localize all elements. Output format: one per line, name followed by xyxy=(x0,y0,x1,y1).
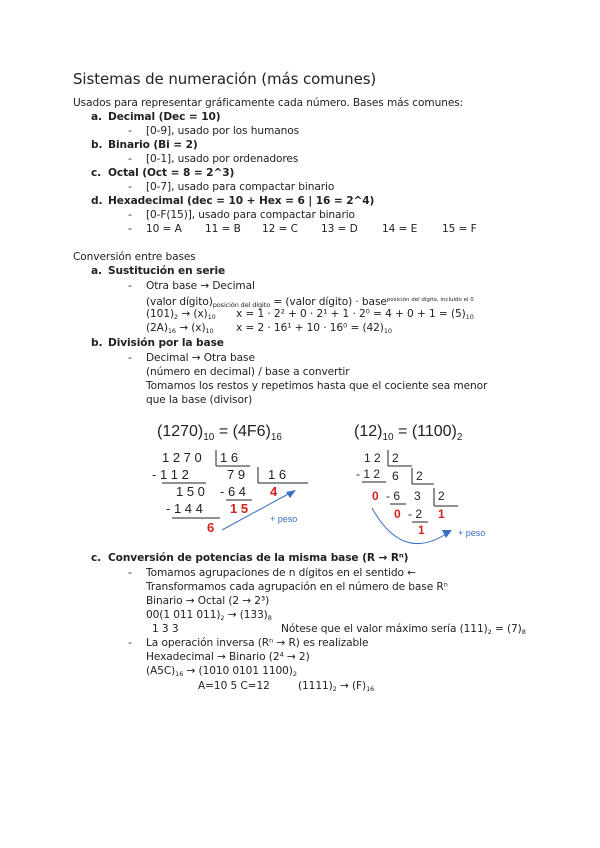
example-max-hex xyxy=(298,680,374,696)
page-title: Sistemas de numeración (más comunes) xyxy=(73,70,377,88)
math-text: → (133) xyxy=(224,609,268,621)
math-text: Nótese que el valor máximo sería (111) xyxy=(281,623,488,635)
bullet-text: La operación inversa (Rⁿ → R) es realizable xyxy=(146,637,369,649)
example-hex-right xyxy=(236,322,392,338)
math-sub: 2 xyxy=(220,614,225,622)
remainder-red: 1 5 xyxy=(230,501,249,516)
math-text: x = 2 · 16¹ + 10 · 16⁰ = (42) xyxy=(236,322,384,334)
dividend: 1 2 7 0 xyxy=(162,450,202,465)
divisor: 1 6 xyxy=(220,450,239,465)
divisor: 1 6 xyxy=(268,467,287,482)
body-text: Binario → Octal (2 → 2³) xyxy=(146,595,270,607)
formula-subscript: posición del dígito xyxy=(212,301,271,309)
math-text: (101) xyxy=(146,308,174,320)
math-text: (2A) xyxy=(146,322,168,334)
bullet-text: Tomamos agrupaciones de n dígitos en el sentido ← xyxy=(146,567,416,579)
quotient: 3 xyxy=(414,489,421,503)
subtraction: - 6 xyxy=(386,489,401,503)
method-heading-division: División por la base xyxy=(108,337,224,349)
remainder-red: 1 xyxy=(438,507,445,521)
math-text: 00(1 011 011) xyxy=(146,609,221,621)
left-title: $(1270)_{10} = (4F6)_{16}$ xyxy=(157,423,282,443)
math-sub: 8 xyxy=(521,628,526,636)
hex-value: 10 = A xyxy=(146,223,182,235)
divisor: 2 xyxy=(416,469,423,483)
quotient: 6 xyxy=(392,469,399,483)
section-heading: Conversión entre bases xyxy=(73,251,196,263)
list-marker: d. xyxy=(91,195,103,207)
hex-value: 15 = F xyxy=(442,223,477,235)
intro-text: Usados para representar gráficamente cada número. Bases más comunes: xyxy=(73,97,464,109)
math-sub: 2 xyxy=(174,313,179,321)
base-note-binary: [0-1], usado por ordenadores xyxy=(146,153,299,165)
bullet-dash: - xyxy=(128,209,132,221)
hex-value: 11 = B xyxy=(205,223,241,235)
formula-superscript: posición del dígito, incluido el 0 xyxy=(386,297,474,303)
math-sub: 16 xyxy=(366,685,375,693)
subtraction: - 1 4 4 xyxy=(166,501,203,516)
math-text: → (x) xyxy=(175,322,206,334)
bullet-dash: - xyxy=(128,280,132,292)
remainder-red: 1 xyxy=(418,523,425,537)
base-heading-hex: Hexadecimal (dec = 10 + Hex = 6 | 16 = 2^4) xyxy=(108,195,375,207)
divisor: 2 xyxy=(392,451,399,465)
group-values: 1 3 3 xyxy=(152,623,179,635)
bullet-dash: - xyxy=(128,181,132,193)
remainder-red: 0 xyxy=(372,489,379,503)
math-text: x = 1 · 2² + 0 · 2¹ + 1 · 2⁰ = 4 + 0 + 1 = (5) xyxy=(236,308,466,320)
base-note-decimal: [0-9], usado por los humanos xyxy=(146,125,299,137)
method-heading-substitution: Sustitución en serie xyxy=(108,265,226,277)
hex-value: 14 = E xyxy=(382,223,418,235)
bullet-dash: - xyxy=(128,637,132,649)
body-text: Tomamos los restos y repetimos hasta que el cociente sea menor xyxy=(146,380,488,392)
dividend: 1 2 xyxy=(364,451,381,465)
math-sub: 16 xyxy=(167,327,176,335)
bullet-dash: - xyxy=(128,352,132,364)
hex-value: 12 = C xyxy=(262,223,298,235)
remainder-red: 4 xyxy=(270,484,278,499)
math-sub: 10 xyxy=(205,327,214,335)
math-sub: 2 xyxy=(487,628,492,636)
weight-label: + peso xyxy=(270,514,298,524)
math-text: → (F) xyxy=(336,680,367,692)
division-figure xyxy=(140,412,500,552)
base-heading-binary: Binario (Bi = 2) xyxy=(108,139,198,151)
math-text: = (7) xyxy=(491,623,522,635)
subtraction: - 1 1 2 xyxy=(152,467,189,482)
math-sub: 2 xyxy=(332,685,337,693)
math-sub: 2 xyxy=(292,670,297,678)
bullet-dash: - xyxy=(128,567,132,579)
math-sub: 10 xyxy=(207,313,216,321)
remainder-red: 6 xyxy=(207,520,215,535)
group-values: A=10 5 C=12 xyxy=(198,680,270,692)
subtraction: - 6 4 xyxy=(220,484,247,499)
math-sub: 16 xyxy=(175,670,184,678)
base-heading-decimal: Decimal (Dec = 10) xyxy=(108,111,221,123)
base-heading-octal: Octal (Oct = 8 = 2^3) xyxy=(108,167,235,179)
method-heading-powers: Conversión de potencias de la misma base (R → Rⁿ) xyxy=(108,552,409,564)
list-marker: b. xyxy=(91,337,103,349)
base-note-hex: [0-F(15)], usado para compactar binario xyxy=(146,209,355,221)
list-marker: c. xyxy=(91,167,102,179)
subtraction: - 1 2 xyxy=(356,467,381,481)
bullet-dash: - xyxy=(128,223,132,235)
subtraction: - 2 xyxy=(408,507,423,521)
math-sub: 8 xyxy=(267,614,272,622)
math-sub: 10 xyxy=(383,327,392,335)
example-hex-bin xyxy=(146,665,297,681)
body-text: (número en decimal) / base a convertir xyxy=(146,366,350,378)
weight-label: + peso xyxy=(458,528,486,538)
right-title: $(12)_{10} = (1100)_2$ xyxy=(354,423,463,443)
formula-part: = (valor dígito) · base xyxy=(270,296,387,308)
math-text: → (x) xyxy=(178,308,208,320)
body-text: Hexadecimal → Binario (2⁴ → 2) xyxy=(146,651,310,663)
math-text: (1111) xyxy=(298,680,333,692)
math-sub: 10 xyxy=(465,313,474,321)
remainder-step: 1 5 0 xyxy=(176,484,205,499)
arrow-head-icon xyxy=(286,490,296,498)
remainder-red: 0 xyxy=(394,507,401,521)
body-text: que la base (divisor) xyxy=(146,394,253,406)
quotient: 7 9 xyxy=(227,467,246,482)
hex-value: 13 = D xyxy=(321,223,358,235)
bullet-dash: - xyxy=(128,153,132,165)
list-marker: b. xyxy=(91,139,103,151)
divisor: 2 xyxy=(438,489,445,503)
example-hex-left xyxy=(146,322,214,338)
math-text: (A5C) xyxy=(146,665,176,677)
bullet-text: Decimal → Otra base xyxy=(146,352,255,364)
math-text: → (1010 0101 1100) xyxy=(183,665,293,677)
body-text: Transformamos cada agrupación en el número de base Rⁿ xyxy=(146,581,448,593)
bullet-text: Otra base → Decimal xyxy=(146,280,255,292)
list-marker: a. xyxy=(91,111,102,123)
arrow-head-icon xyxy=(442,530,452,538)
list-marker: c. xyxy=(91,552,102,564)
bullet-dash: - xyxy=(128,125,132,137)
list-marker: a. xyxy=(91,265,102,277)
base-note-octal: [0-7], usado para compactar binario xyxy=(146,181,335,193)
formula-part: (valor dígito) xyxy=(146,296,213,308)
